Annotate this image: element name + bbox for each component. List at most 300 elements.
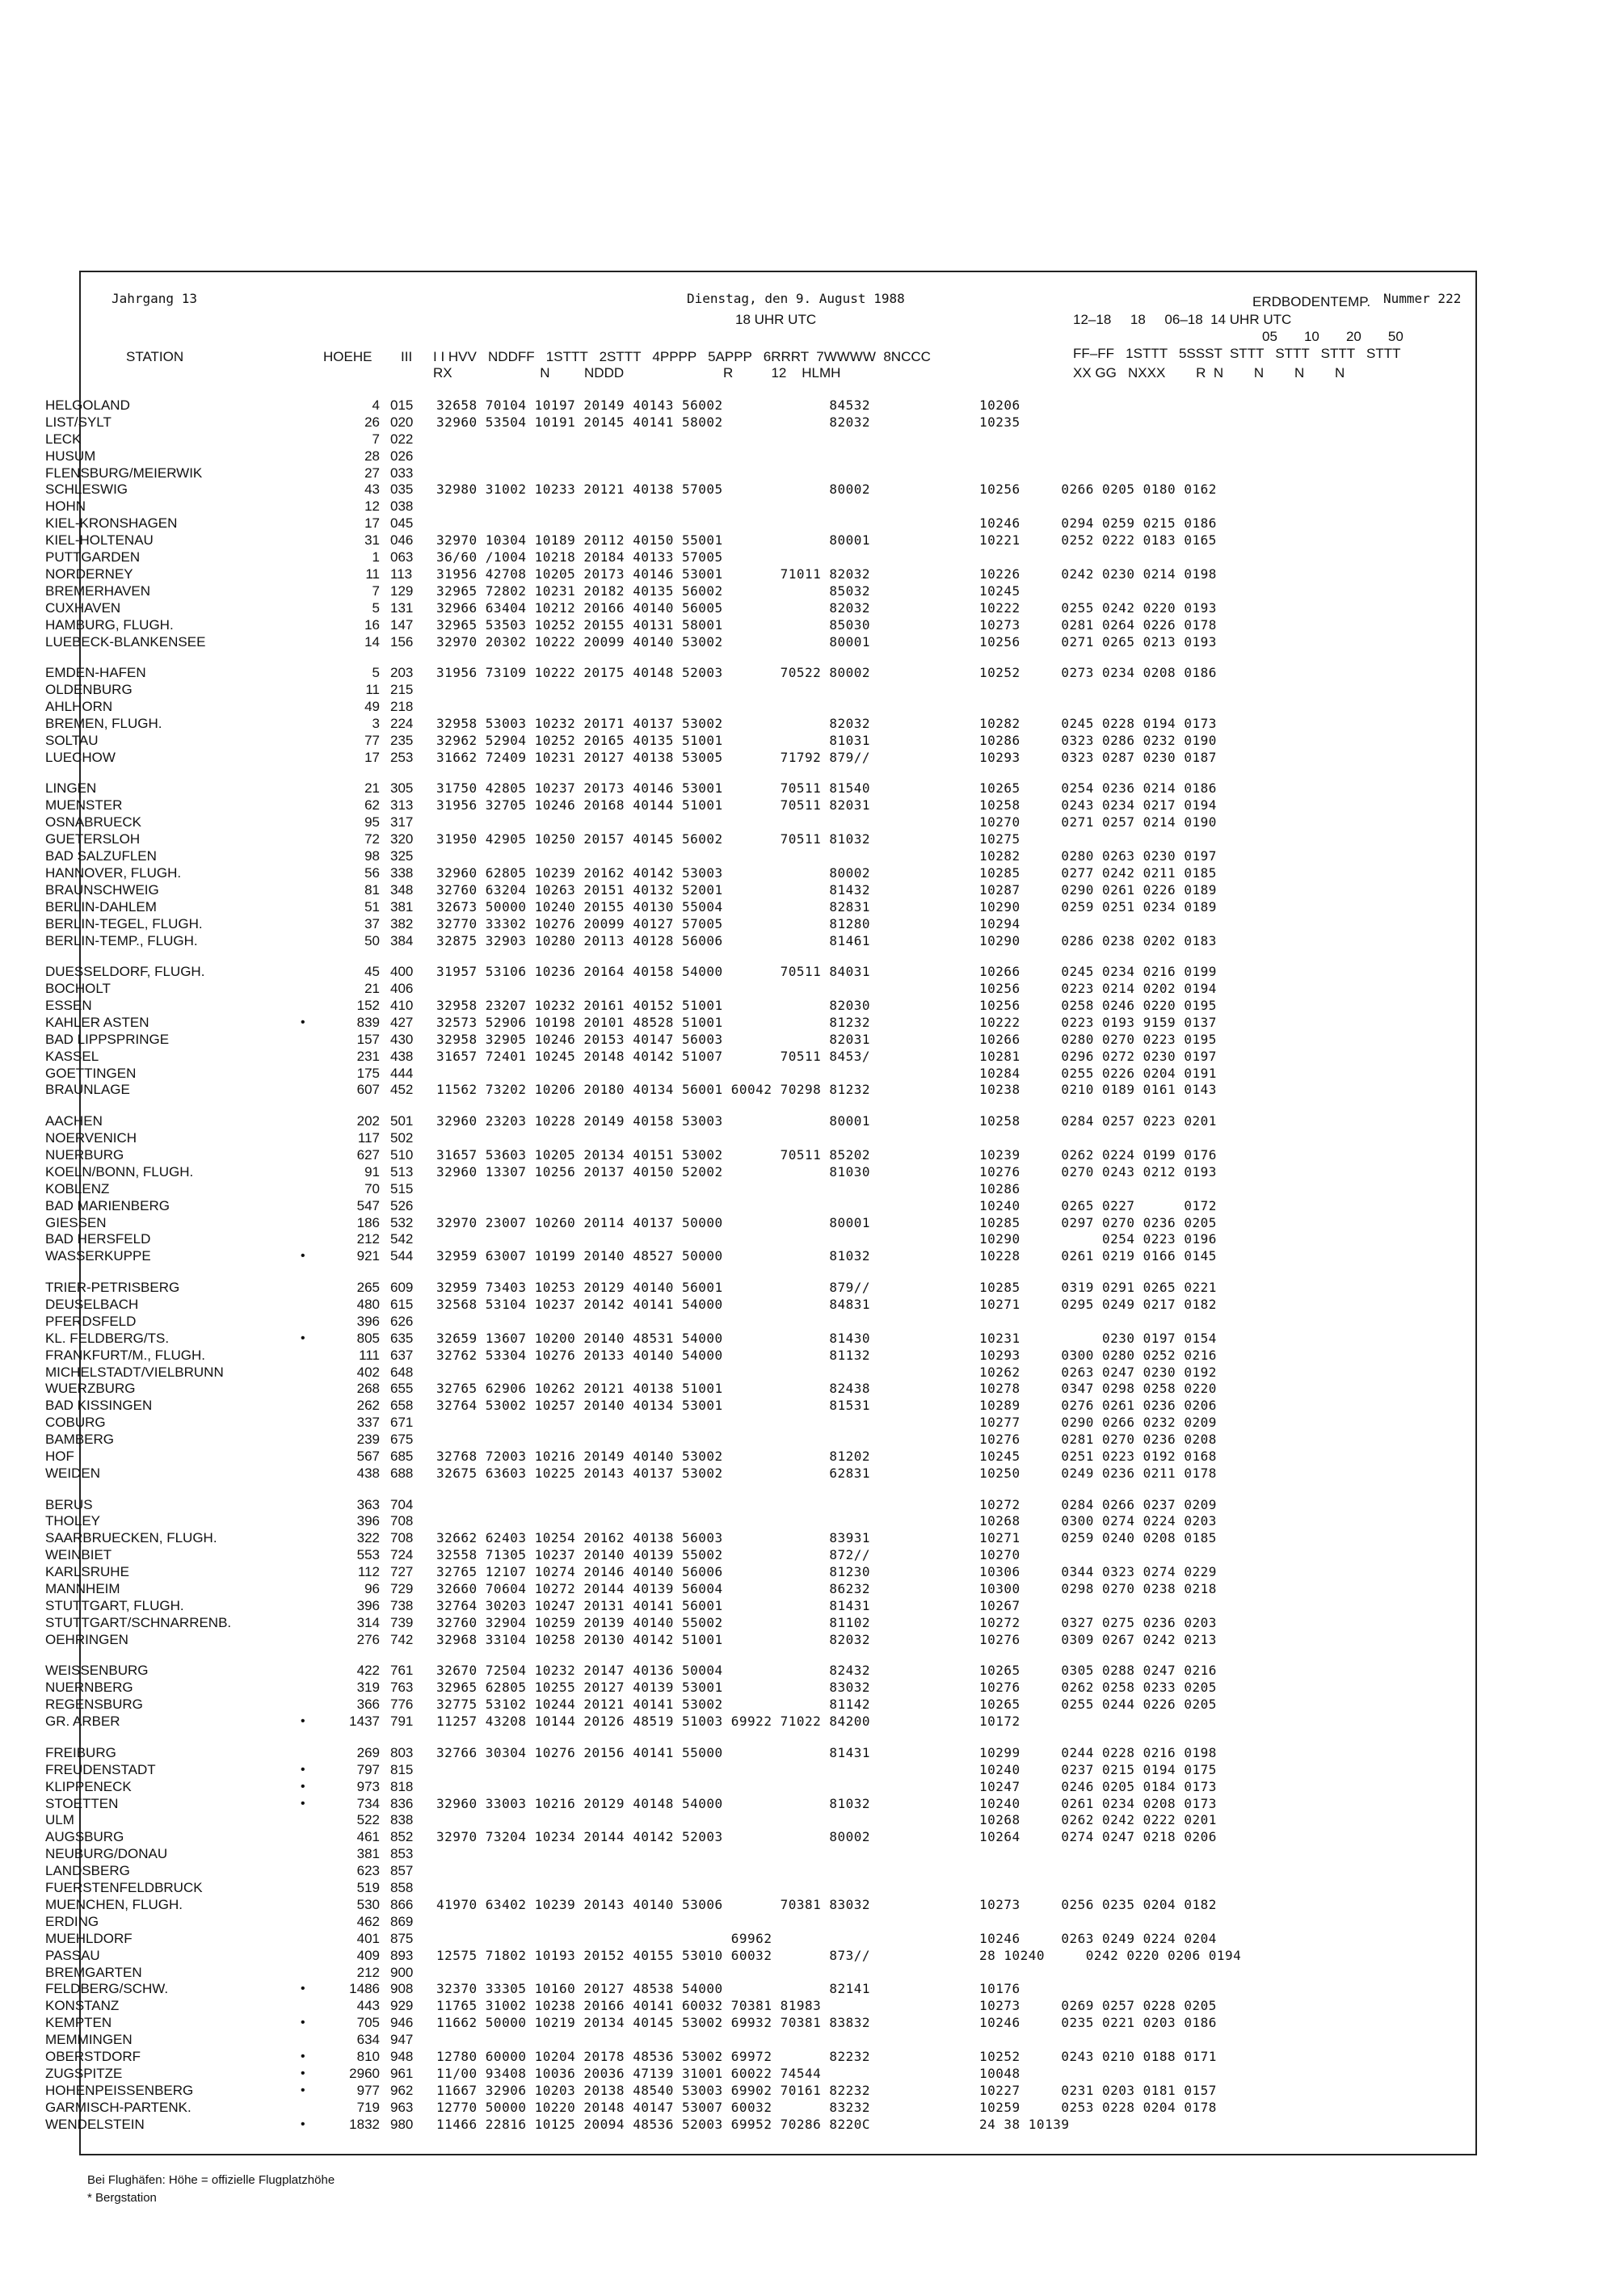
station-id: 035 <box>390 481 414 497</box>
station-id: 708 <box>390 1530 414 1545</box>
station-id: 224 <box>390 716 414 731</box>
synop-groups: 32770 33302 10276 20099 40127 57005 81280 <box>436 916 871 931</box>
soil-temp-groups: 10271 0295 0249 0217 0182 <box>979 1297 1217 1312</box>
soil-temp-groups: 10278 0347 0298 0258 0220 <box>979 1381 1217 1396</box>
synop-groups: 32959 73403 10253 20129 40140 56001 879// <box>436 1280 871 1295</box>
station-hoehe: 50 <box>364 933 380 948</box>
station-hoehe: 547 <box>356 1198 380 1213</box>
station-id: 908 <box>390 1981 414 1996</box>
station-id: 626 <box>390 1314 414 1329</box>
table-row <box>0 448 1398 465</box>
soil-temp-groups: 10293 0300 0280 0252 0216 <box>979 1348 1217 1363</box>
station-name: BERLIN-DAHLEM <box>45 899 157 915</box>
table-row <box>0 733 1398 749</box>
station-hoehe: 45 <box>364 964 380 979</box>
station-name: THOLEY <box>45 1513 101 1529</box>
station-hoehe: 11 <box>365 566 380 582</box>
table-row <box>0 1432 1398 1448</box>
soil-temp-groups: 10250 0249 0236 0211 0178 <box>979 1465 1217 1481</box>
table-row <box>0 1513 1398 1529</box>
table-row <box>0 2083 1398 2099</box>
station-id: 147 <box>390 617 414 633</box>
soil-temp-groups: 10252 0273 0234 0208 0186 <box>979 665 1217 680</box>
station-name: FRANKFURT/M., FLUGH. <box>45 1348 206 1363</box>
station-name: LECK <box>45 431 82 447</box>
station-name: KEMPTEN <box>45 2015 112 2030</box>
station-hoehe: 402 <box>356 1365 380 1380</box>
station-name: LINGEN <box>45 780 97 796</box>
footnote-airports: Bei Flughäfen: Höhe = offizielle Flugplatzhöhe <box>87 2173 335 2187</box>
station-id: 836 <box>390 1796 414 1811</box>
mountain-marker: • <box>301 2067 305 2080</box>
synop-groups: 32960 13307 10256 20137 40150 52002 81030 <box>436 1164 871 1180</box>
station-hoehe: 27 <box>364 465 380 481</box>
volume-label: Jahrgang 13 <box>112 291 197 306</box>
soil-temp-groups: 24 38 10139 <box>979 2117 1070 2132</box>
synop-groups: 32760 32904 10259 20139 40140 55002 81102 <box>436 1615 871 1630</box>
station-id: 738 <box>390 1598 414 1613</box>
table-row <box>0 1297 1398 1313</box>
station-hoehe: 627 <box>356 1147 380 1163</box>
soil-temp-groups: 10258 0243 0234 0217 0194 <box>979 797 1217 813</box>
station-id: 438 <box>390 1049 414 1064</box>
station-id: 900 <box>390 1965 414 1980</box>
station-id: 305 <box>390 780 414 796</box>
soil-temp-groups: 10256 0266 0205 0180 0162 <box>979 481 1217 497</box>
station-hoehe: 37 <box>364 916 380 931</box>
station-name: MICHELSTADT/VIELBRUNN <box>45 1365 224 1380</box>
station-name: KASSEL <box>45 1049 99 1064</box>
synop-groups: 12575 71802 10193 20152 40155 53010 60032 873// <box>436 1948 871 1963</box>
station-id: 815 <box>390 1762 414 1777</box>
station-id: 406 <box>390 981 414 996</box>
soil-temp-groups: 10276 0270 0243 0212 0193 <box>979 1164 1217 1180</box>
station-hoehe: 212 <box>356 1965 380 1980</box>
station-hoehe: 7 <box>372 583 380 599</box>
table-row <box>0 1829 1398 1845</box>
synop-groups: 32966 63404 10212 20166 40140 56005 82032 <box>436 600 871 616</box>
table-row <box>0 964 1398 980</box>
station-name: HANNOVER, FLUGH. <box>45 865 182 881</box>
station-name: SAARBRUECKEN, FLUGH. <box>45 1530 217 1545</box>
station-name: MUENSTER <box>45 797 123 813</box>
station-hoehe: 1 <box>372 549 380 565</box>
col-station: STATION <box>126 349 184 364</box>
soil-temp-groups: 10273 0269 0257 0228 0205 <box>979 1998 1217 2013</box>
table-row <box>0 1147 1398 1163</box>
soil-temp-groups: 10266 0280 0270 0223 0195 <box>979 1032 1217 1047</box>
station-id: 857 <box>390 1863 414 1878</box>
station-hoehe: 21 <box>364 981 380 996</box>
station-name: WEINBIET <box>45 1547 112 1562</box>
table-row <box>0 998 1398 1014</box>
table-row <box>0 882 1398 898</box>
soil-temp-groups: 10256 0271 0265 0213 0193 <box>979 634 1217 650</box>
synop-groups: 32775 53102 10244 20121 40141 53002 81142 <box>436 1697 871 1712</box>
station-hoehe: 12 <box>364 498 380 514</box>
station-name: TRIER-PETRISBERG <box>45 1280 180 1295</box>
time-label: 18 UHR UTC <box>735 312 817 327</box>
soil-temp-groups: 10272 0284 0266 0237 0209 <box>979 1497 1217 1512</box>
station-hoehe: 14 <box>364 634 380 650</box>
station-name: STUTTGART/SCHNARRENB. <box>45 1615 232 1630</box>
station-id: 963 <box>390 2100 414 2115</box>
station-id: 658 <box>390 1398 414 1413</box>
mountain-marker: • <box>301 1714 305 1728</box>
table-row <box>0 414 1398 431</box>
station-name: COBURG <box>45 1415 106 1430</box>
soil-temp-groups: 10282 0280 0263 0230 0197 <box>979 848 1217 864</box>
synop-groups: 32765 12107 10274 20146 40140 56006 81230 <box>436 1564 871 1579</box>
station-name: OSNABRUECK <box>45 814 142 830</box>
station-hoehe: 461 <box>356 1829 380 1844</box>
table-row <box>0 1779 1398 1795</box>
soil-temp-groups: 10258 0284 0257 0223 0201 <box>979 1113 1217 1129</box>
table-row <box>0 1049 1398 1065</box>
table-row <box>0 750 1398 766</box>
soil-temp-groups: 10270 0271 0257 0214 0190 <box>979 814 1217 830</box>
table-row <box>0 933 1398 949</box>
soil-temp-groups: 10285 0297 0270 0236 0205 <box>979 1215 1217 1230</box>
station-hoehe: 95 <box>364 814 380 830</box>
col-groups-line2: RX N NDDD R 12 HLMH <box>433 365 841 381</box>
table-row <box>0 1331 1398 1347</box>
mountain-marker: • <box>301 1797 305 1810</box>
station-name: BAD MARIENBERG <box>45 1198 170 1213</box>
synop-groups: 32962 52904 10252 20165 40135 51001 81031 <box>436 733 871 748</box>
station-name: ESSEN <box>45 998 92 1013</box>
table-row <box>0 1113 1398 1129</box>
station-id: 218 <box>390 699 414 714</box>
mountain-marker: • <box>301 2050 305 2063</box>
soil-temp-groups: 10286 <box>979 1181 1021 1196</box>
synop-groups: 36/60 /1004 10218 20184 40133 57005 <box>436 549 723 565</box>
soil-temp-groups: 10222 0255 0242 0220 0193 <box>979 600 1217 616</box>
station-id: 038 <box>390 498 414 514</box>
synop-groups: 32960 23203 10228 20149 40158 53003 80001 <box>436 1113 871 1129</box>
soil-temp-groups: 10286 0323 0286 0232 0190 <box>979 733 1217 748</box>
table-row <box>0 981 1398 997</box>
soil-temp-groups: 10270 <box>979 1547 1021 1562</box>
mountain-marker: • <box>301 1331 305 1345</box>
synop-groups: 11562 73202 10206 20180 40134 56001 60042 70298 81232 <box>436 1082 871 1097</box>
station-hoehe: 607 <box>356 1082 380 1097</box>
station-id: 704 <box>390 1497 414 1512</box>
table-row <box>0 1846 1398 1862</box>
station-hoehe: 734 <box>356 1796 380 1811</box>
station-hoehe: 314 <box>356 1615 380 1630</box>
station-name: BERLIN-TEMP., FLUGH. <box>45 933 198 948</box>
station-hoehe: 72 <box>364 831 380 847</box>
soil-temp-groups: 10221 0252 0222 0183 0165 <box>979 532 1217 548</box>
station-name: REGENSBURG <box>45 1697 143 1712</box>
table-row <box>0 1981 1398 1997</box>
table-row <box>0 1632 1398 1648</box>
table-row <box>0 1280 1398 1296</box>
synop-groups: 32958 23207 10232 20161 40152 51001 82030 <box>436 998 871 1013</box>
table-row <box>0 498 1398 515</box>
station-hoehe: 462 <box>356 1914 380 1929</box>
station-id: 893 <box>390 1948 414 1963</box>
station-hoehe: 175 <box>356 1066 380 1081</box>
station-name: MUENCHEN, FLUGH. <box>45 1897 183 1912</box>
station-name: SCHLESWIG <box>45 481 128 497</box>
station-id: 348 <box>390 882 414 898</box>
soil-temp-groups: 10294 <box>979 916 1021 931</box>
synop-groups: 32959 63007 10199 20140 48527 50000 81032 <box>436 1248 871 1264</box>
table-row <box>0 865 1398 881</box>
station-hoehe: 705 <box>356 2015 380 2030</box>
synop-groups: 32764 30203 10247 20131 40141 56001 81431 <box>436 1598 871 1613</box>
station-hoehe: 98 <box>364 848 380 864</box>
station-id: 320 <box>390 831 414 847</box>
soil-temp-groups: 10246 0263 0249 0224 0204 <box>979 1931 1217 1946</box>
station-name: BREMEN, FLUGH. <box>45 716 162 731</box>
synop-groups: 32673 50000 10240 20155 40130 55004 82831 <box>436 899 871 915</box>
mountain-marker: • <box>301 1780 305 1793</box>
soil-temp-groups: 10176 <box>979 1981 1021 1996</box>
station-id: 688 <box>390 1465 414 1481</box>
station-id: 510 <box>390 1147 414 1163</box>
station-name: KIEL-KRONSHAGEN <box>45 515 178 531</box>
station-name: GIESSEN <box>45 1215 107 1230</box>
station-name: BAD KISSINGEN <box>45 1398 153 1413</box>
station-hoehe: 77 <box>364 733 380 748</box>
station-id: 946 <box>390 2015 414 2030</box>
synop-groups: 31662 72409 10231 20127 40138 53005 71792 879// <box>436 750 871 765</box>
station-hoehe: 21 <box>364 780 380 796</box>
synop-groups: 32662 62403 10254 20162 40138 56003 83931 <box>436 1530 871 1545</box>
soil-temp-groups: 10206 <box>979 397 1021 413</box>
station-name: GR. ARBER <box>45 1714 120 1729</box>
table-row <box>0 1581 1398 1597</box>
synop-groups: 32659 13607 10200 20140 48531 54000 81430 <box>436 1331 871 1346</box>
synop-groups: 12770 50000 10220 20148 40147 53007 60032 83232 <box>436 2100 871 2115</box>
table-row <box>0 397 1398 414</box>
station-name: HELGOLAND <box>45 397 130 413</box>
table-row <box>0 617 1398 633</box>
synop-groups: 32970 23007 10260 20114 40137 50000 80001 <box>436 1215 871 1230</box>
soil-temp-groups: 10264 0274 0247 0218 0206 <box>979 1829 1217 1844</box>
station-id: 129 <box>390 583 414 599</box>
table-row <box>0 1415 1398 1431</box>
synop-groups: 32965 62805 10255 20127 40139 53001 83032 <box>436 1680 871 1695</box>
station-id: 675 <box>390 1432 414 1447</box>
col-groups-line1: I I HVV NDDFF 1STTT 2STTT 4PPPP 5APPP 6RRRT 7WWWW 8NCCC <box>433 349 931 364</box>
station-id: 761 <box>390 1663 414 1678</box>
station-id: 542 <box>390 1231 414 1247</box>
station-hoehe: 1486 <box>349 1981 380 1996</box>
station-hoehe: 381 <box>356 1846 380 1861</box>
synop-groups: 32980 31002 10233 20121 40138 57005 80002 <box>436 481 871 497</box>
station-id: 791 <box>390 1714 414 1729</box>
soil-temp-groups: 10222 0223 0193 9159 0137 <box>979 1015 1217 1030</box>
synop-groups: 32568 53104 10237 20142 40141 54000 84831 <box>436 1297 871 1312</box>
table-row <box>0 1348 1398 1364</box>
table-row <box>0 549 1398 566</box>
synop-groups: 32960 53504 10191 20145 40141 58002 82032 <box>436 414 871 430</box>
station-name: KAHLER ASTEN <box>45 1015 149 1030</box>
synop-groups: 31950 42905 10250 20157 40145 56002 70511 81032 <box>436 831 871 847</box>
station-hoehe: 81 <box>364 882 380 898</box>
station-id: 313 <box>390 797 414 813</box>
station-id: 513 <box>390 1164 414 1180</box>
station-id: 962 <box>390 2083 414 2098</box>
station-hoehe: 839 <box>356 1015 380 1030</box>
station-name: FELDBERG/SCHW. <box>45 1981 169 1996</box>
station-hoehe: 186 <box>356 1215 380 1230</box>
station-name: BRAUNLAGE <box>45 1082 130 1097</box>
synop-groups: 32958 32905 10246 20153 40147 56003 82031 <box>436 1032 871 1047</box>
station-hoehe: 17 <box>364 515 380 531</box>
synop-groups: 11466 22816 10125 20094 48536 52003 69952 70286 8220C <box>436 2117 871 2132</box>
soil-temp-groups: 10266 0245 0234 0216 0199 <box>979 964 1217 979</box>
table-row <box>0 1914 1398 1930</box>
synop-groups: 32960 33003 10216 20129 40148 54000 81032 <box>436 1796 871 1811</box>
table-row <box>0 1680 1398 1696</box>
soil-temp-groups: 10300 0298 0270 0238 0218 <box>979 1581 1217 1596</box>
station-hoehe: 396 <box>356 1314 380 1329</box>
station-id: 648 <box>390 1365 414 1380</box>
station-id: 948 <box>390 2049 414 2064</box>
synop-groups: 32573 52906 10198 20101 48528 51001 81232 <box>436 1015 871 1030</box>
soil-temp-groups: 10273 0281 0264 0226 0178 <box>979 617 1217 633</box>
table-row <box>0 2066 1398 2082</box>
station-id: 838 <box>390 1812 414 1827</box>
station-name: HOHN <box>45 498 86 514</box>
station-id: 739 <box>390 1615 414 1630</box>
table-row <box>0 780 1398 797</box>
station-hoehe: 797 <box>356 1762 380 1777</box>
station-id: 742 <box>390 1632 414 1647</box>
synop-groups: 32965 72802 10231 20182 40135 56002 85032 <box>436 583 871 599</box>
station-hoehe: 567 <box>356 1449 380 1464</box>
soil-temp-groups: 10246 0235 0221 0203 0186 <box>979 2015 1217 2030</box>
soil-temp-groups: 10285 0319 0291 0265 0221 <box>979 1280 1217 1295</box>
station-hoehe: 522 <box>356 1812 380 1827</box>
synop-groups: 11257 43208 10144 20126 48519 51003 69922 71022 84200 <box>436 1714 871 1729</box>
table-row <box>0 2032 1398 2048</box>
station-name: WUERZBURG <box>45 1381 136 1396</box>
synop-groups: 32875 32903 10280 20113 40128 56006 81461 <box>436 933 871 948</box>
soil-temp-groups: 10226 0242 0230 0214 0198 <box>979 566 1217 582</box>
station-id: 875 <box>390 1931 414 1946</box>
station-id: 045 <box>390 515 414 531</box>
soil-temp-groups: 10272 0327 0275 0236 0203 <box>979 1615 1217 1630</box>
soil-temp-groups: 10172 <box>979 1714 1021 1729</box>
station-name: LUEBECK-BLANKENSEE <box>45 634 206 650</box>
table-row <box>0 899 1398 915</box>
soil-temp-groups: 10281 0296 0272 0230 0197 <box>979 1049 1217 1064</box>
station-hoehe: 1832 <box>349 2117 380 2132</box>
station-id: 400 <box>390 964 414 979</box>
synop-groups: 32968 33104 10258 20130 40142 51001 82032 <box>436 1632 871 1647</box>
station-hoehe: 56 <box>364 865 380 881</box>
station-name: PFERDSFELD <box>45 1314 137 1329</box>
table-row <box>0 1365 1398 1381</box>
station-name: BRAUNSCHWEIG <box>45 882 159 898</box>
station-name: AUGSBURG <box>45 1829 124 1844</box>
synop-groups: 32960 62805 10239 20162 40142 53003 80002 <box>436 865 871 881</box>
soil-temp-groups: 10290 0259 0251 0234 0189 <box>979 899 1217 915</box>
soil-temp-groups: 10256 0258 0246 0220 0195 <box>979 998 1217 1013</box>
table-row <box>0 831 1398 847</box>
station-name: KLIPPENECK <box>45 1779 132 1794</box>
station-hoehe: 262 <box>356 1398 380 1413</box>
station-name: GARMISCH-PARTENK. <box>45 2100 191 2115</box>
station-name: LIST/SYLT <box>45 414 112 430</box>
station-hoehe: 1437 <box>349 1714 380 1729</box>
station-id: 317 <box>390 814 414 830</box>
station-name: KIEL-HOLTENAU <box>45 532 154 548</box>
station-hoehe: 11 <box>365 682 380 697</box>
station-id: 502 <box>390 1130 414 1146</box>
station-hoehe: 337 <box>356 1415 380 1430</box>
synop-groups: 32765 62906 10262 20121 40138 51001 82438 <box>436 1381 871 1396</box>
table-row <box>0 2117 1398 2133</box>
soil-temp-groups: 10238 0210 0189 0161 0143 <box>979 1082 1217 1097</box>
table-row <box>0 1530 1398 1546</box>
soil-temp-groups: 10240 0261 0234 0208 0173 <box>979 1796 1217 1811</box>
synop-groups: 31750 42805 10237 20173 40146 53001 70511 81540 <box>436 780 871 796</box>
station-hoehe: 5 <box>372 600 380 616</box>
station-id: 532 <box>390 1215 414 1230</box>
station-hoehe: 319 <box>356 1680 380 1695</box>
soil-temp-groups: 28 10240 0242 0220 0206 0194 <box>979 1948 1242 1963</box>
station-name: BREMGARTEN <box>45 1965 142 1980</box>
station-hoehe: 62 <box>364 797 380 813</box>
table-row <box>0 1564 1398 1580</box>
station-id: 708 <box>390 1513 414 1529</box>
soil-temp-groups: 10245 0251 0223 0192 0168 <box>979 1449 1217 1464</box>
station-hoehe: 438 <box>356 1465 380 1481</box>
station-name: PUTTGARDEN <box>45 549 141 565</box>
mountain-marker: • <box>301 1249 305 1263</box>
station-name: PASSAU <box>45 1948 100 1963</box>
table-row <box>0 1615 1398 1631</box>
soil-temp-groups: 10289 0276 0261 0236 0206 <box>979 1398 1217 1413</box>
station-name: AACHEN <box>45 1113 103 1129</box>
synop-groups: 31957 53106 10236 20164 40158 54000 70511 84031 <box>436 964 871 979</box>
soil-temp-groups: 10276 0309 0267 0242 0213 <box>979 1632 1217 1647</box>
soil-temp-groups: 10284 0255 0226 0204 0191 <box>979 1066 1217 1081</box>
table-row <box>0 1398 1398 1414</box>
station-hoehe: 4 <box>372 397 380 413</box>
soil-temp-groups: 10259 0253 0228 0204 0178 <box>979 2100 1217 2115</box>
station-name: NEUBURG/DONAU <box>45 1846 168 1861</box>
station-id: 852 <box>390 1829 414 1844</box>
station-name: ULM <box>45 1812 74 1827</box>
station-id: 635 <box>390 1331 414 1346</box>
table-row <box>0 1948 1398 1964</box>
station-hoehe: 396 <box>356 1598 380 1613</box>
table-row <box>0 1745 1398 1761</box>
soil-temp-groups: 10262 0263 0247 0230 0192 <box>979 1365 1217 1380</box>
soil-temp-title: ERDBODENTEMP. <box>1252 294 1371 309</box>
station-hoehe: 3 <box>372 716 380 731</box>
footnote-mountain: * Bergstation <box>87 2191 157 2205</box>
depth-labels: 05 10 20 50 <box>1262 329 1403 344</box>
station-hoehe: 409 <box>356 1948 380 1963</box>
station-name: KL. FELDBERG/TS. <box>45 1331 170 1346</box>
table-row <box>0 1714 1398 1730</box>
station-id: 384 <box>390 933 414 948</box>
synop-groups: 32762 53304 10276 20133 40140 54000 81132 <box>436 1348 871 1363</box>
soil-temp-groups: 10293 0323 0287 0230 0187 <box>979 750 1217 765</box>
soil-temp-groups: 10268 0262 0242 0222 0201 <box>979 1812 1217 1827</box>
soil-temp-groups: 10228 0261 0219 0166 0145 <box>979 1248 1217 1264</box>
synop-groups: 32965 53503 10252 20155 40131 58001 85030 <box>436 617 871 633</box>
